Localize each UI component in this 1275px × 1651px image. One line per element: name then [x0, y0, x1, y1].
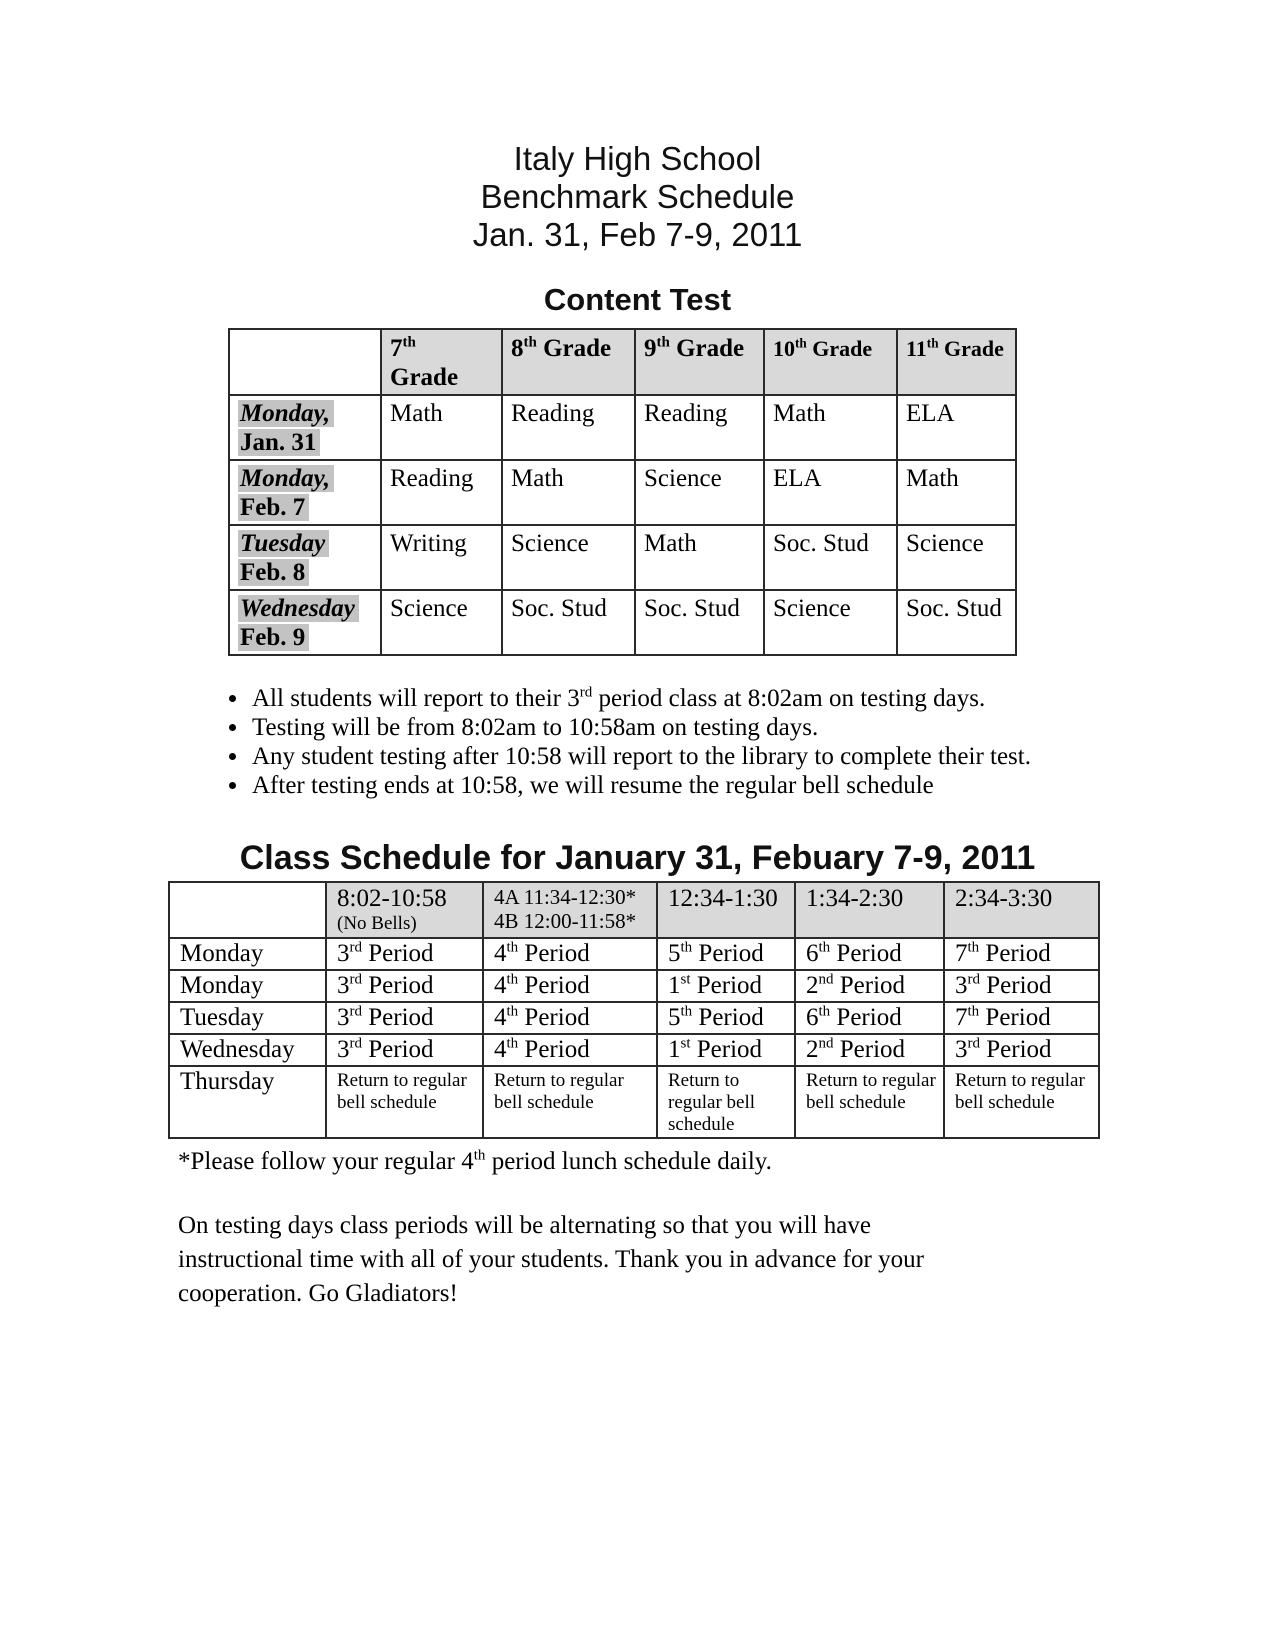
day-label: Monday, — [238, 465, 334, 492]
period-cell: 6th Period — [795, 938, 944, 970]
date-label: Feb. 9 — [238, 624, 309, 651]
period-cell: 3rd Period — [944, 1034, 1099, 1066]
subject-cell: ELA — [897, 395, 1016, 460]
thursday-note-cell: Return to regular bell schedule — [326, 1066, 483, 1138]
content-test-header-grade9: 9th Grade — [635, 329, 764, 395]
subject-cell: Reading — [502, 395, 635, 460]
subject-cell: Soc. Stud — [764, 525, 897, 590]
subject-cell: Math — [764, 395, 897, 460]
subject-cell: Science — [502, 525, 635, 590]
day-name-cell: Monday — [169, 970, 326, 1002]
period-cell: 1st Period — [657, 970, 795, 1002]
period-cell: 3rd Period — [326, 938, 483, 970]
title-line-schedule: Benchmark Schedule — [480, 178, 795, 215]
subject-cell: Science — [381, 590, 502, 655]
time-header-cell: 12:34-1:30 — [657, 882, 795, 938]
date-label: Feb. 8 — [238, 559, 309, 586]
day-name-cell: Wednesday — [169, 1034, 326, 1066]
closing-line: instructional time with all of your students. Thank you in advance for your — [178, 1246, 924, 1273]
time-header-cell: 4A 11:34-12:30* 4B 12:00-11:58* — [483, 882, 657, 938]
testing-notes-list — [0, 684, 1275, 800]
closing-line: cooperation. Go Gladiators! — [178, 1280, 458, 1307]
content-test-table — [228, 328, 1017, 656]
content-test-header-grade11: 11th Grade — [897, 329, 1016, 395]
period-cell: 7th Period — [944, 938, 1099, 970]
subject-cell: Writing — [381, 525, 502, 590]
subject-cell: Soc. Stud — [502, 590, 635, 655]
subject-cell: Reading — [635, 395, 764, 460]
note-item: • Testing will be from 8:02am to 10:58am on testing days. — [250, 713, 1275, 742]
subject-cell: Soc. Stud — [897, 590, 1016, 655]
schedule-row-thursday — [169, 1066, 1099, 1138]
period-cell: 5th Period — [657, 938, 795, 970]
thursday-note-cell: Return to regular bell schedule — [483, 1066, 657, 1138]
day-cell — [229, 460, 381, 525]
content-test-header-grade7: 7th Grade — [381, 329, 502, 395]
subject-cell: Science — [764, 590, 897, 655]
day-name-cell: Tuesday — [169, 1002, 326, 1034]
period-cell: 5th Period — [657, 1002, 795, 1034]
note-item: • All students will report to their 3rd period class at 8:02am on testing days. — [250, 684, 1275, 713]
content-test-row-feb8 — [229, 525, 1016, 590]
period-cell: 3rd Period — [326, 970, 483, 1002]
day-cell — [229, 590, 381, 655]
note-item: • After testing ends at 10:58, we will resume the regular bell schedule — [250, 771, 1275, 800]
schedule-row-tuesday — [169, 1002, 1099, 1034]
subject-cell: Soc. Stud — [635, 590, 764, 655]
time-header-cell: 8:02-10:58 (No Bells) — [326, 882, 483, 938]
period-cell: 3rd Period — [326, 1002, 483, 1034]
period-cell: 2nd Period — [795, 970, 944, 1002]
schedule-row-monday — [169, 938, 1099, 970]
thursday-note-cell: Return to regular bell schedule — [795, 1066, 944, 1138]
period-cell: 4th Period — [483, 1034, 657, 1066]
thursday-note-cell: Return to regular bell schedule — [657, 1066, 795, 1138]
day-name-cell: Monday — [169, 938, 326, 970]
day-label: Wednesday — [238, 595, 359, 622]
class-schedule-header-blank — [169, 882, 326, 938]
content-test-header-grade8: 8th Grade — [502, 329, 635, 395]
document-title — [0, 0, 1275, 254]
title-line-school: Italy High School — [513, 140, 762, 177]
subject-cell: Math — [897, 460, 1016, 525]
subject-cell: Science — [635, 460, 764, 525]
title-line-dates: Jan. 31, Feb 7-9, 2011 — [472, 216, 803, 253]
period-cell: 2nd Period — [795, 1034, 944, 1066]
closing-paragraph — [178, 1209, 1275, 1311]
content-test-header-blank — [229, 329, 381, 395]
subject-cell: Math — [381, 395, 502, 460]
subject-cell: Science — [897, 525, 1016, 590]
period-cell: 3rd Period — [944, 970, 1099, 1002]
content-test-row-feb9 — [229, 590, 1016, 655]
thursday-note-cell: Return to regular bell schedule — [944, 1066, 1099, 1138]
period-cell: 6th Period — [795, 1002, 944, 1034]
subject-cell: Reading — [381, 460, 502, 525]
class-schedule-header-row — [169, 882, 1099, 938]
closing-line: On testing days class periods will be alternating so that you will have — [178, 1212, 871, 1239]
period-cell: 1st Period — [657, 1034, 795, 1066]
period-cell: 4th Period — [483, 938, 657, 970]
schedule-row-monday-2 — [169, 970, 1099, 1002]
period-cell: 4th Period — [483, 970, 657, 1002]
content-test-row-feb7 — [229, 460, 1016, 525]
lunch-footnote: *Please follow your regular 4th period lunch schedule daily. — [178, 1147, 772, 1175]
class-schedule-heading: Class Schedule for January 31, Febuary 7-9, 2011 — [239, 839, 1036, 877]
time-header-cell: 2:34-3:30 — [944, 882, 1099, 938]
subject-cell: ELA — [764, 460, 897, 525]
class-schedule-table — [168, 881, 1100, 1139]
day-cell — [229, 395, 381, 460]
period-cell: 3rd Period — [326, 1034, 483, 1066]
subject-cell: Math — [635, 525, 764, 590]
content-test-row-jan31 — [229, 395, 1016, 460]
day-label: Monday, — [238, 400, 334, 427]
content-test-heading: Content Test — [543, 282, 732, 317]
day-name-cell: Thursday — [169, 1066, 326, 1138]
period-cell: 7th Period — [944, 1002, 1099, 1034]
day-label: Tuesday — [238, 530, 329, 557]
time-header-cell: 1:34-2:30 — [795, 882, 944, 938]
content-test-header-grade10: 10th Grade — [764, 329, 897, 395]
date-label: Jan. 31 — [238, 429, 320, 456]
date-label: Feb. 7 — [238, 494, 309, 521]
period-cell: 4th Period — [483, 1002, 657, 1034]
subject-cell: Math — [502, 460, 635, 525]
content-test-header-row — [229, 329, 1016, 395]
day-cell — [229, 525, 381, 590]
schedule-row-wednesday — [169, 1034, 1099, 1066]
note-item: • Any student testing after 10:58 will report to the library to complete their test. — [250, 742, 1275, 771]
